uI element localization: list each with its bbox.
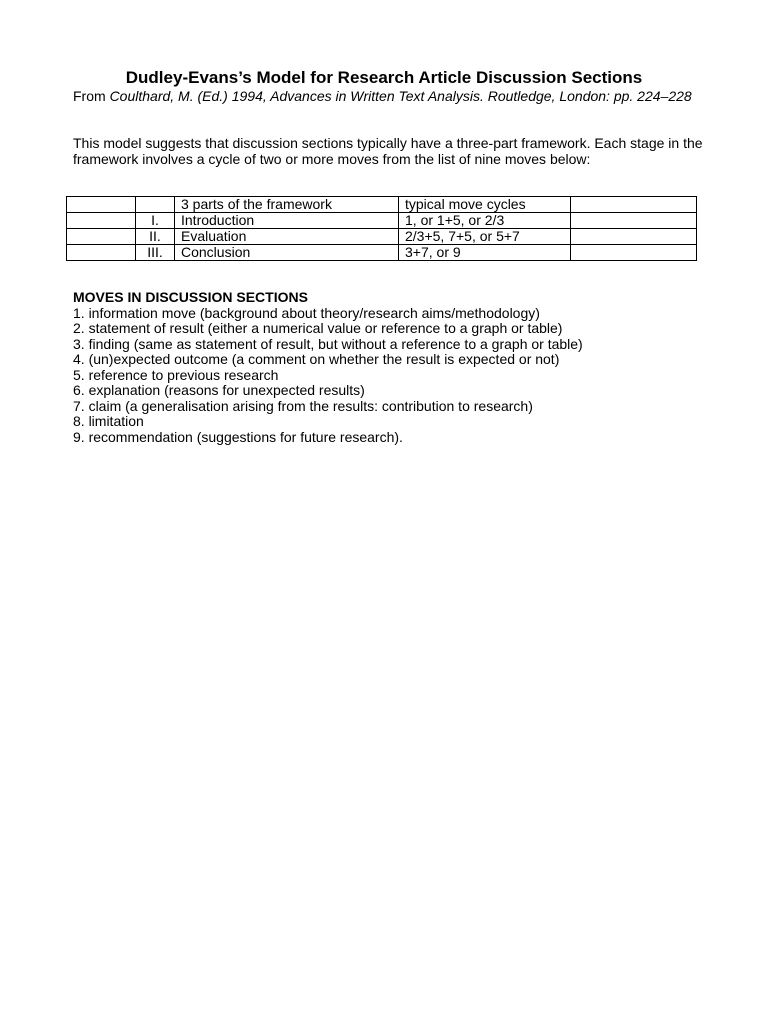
source-prefix: From <box>73 88 110 104</box>
table-cell <box>571 213 697 229</box>
table-cell <box>67 229 136 245</box>
source-reference <box>73 88 693 104</box>
list-item: 9. recommendation (suggestions for future research). <box>73 428 403 445</box>
intro-paragraph: This model suggests that discussion sections typically have a three-part framework. Each stage in the framework involves a cycle of two or more moves from the list of nine moves below: <box>73 135 703 167</box>
table-cell <box>67 197 136 213</box>
table-cell-cycle: 1, or 1+5, or 2/3 <box>399 213 571 229</box>
list-item: 1. information move (background about theory/research aims/methodology) <box>73 304 540 321</box>
table-cell <box>67 245 136 261</box>
table-cell-cycle: 3+7, or 9 <box>399 245 571 261</box>
moves-heading: MOVES IN DISCUSSION SECTIONS <box>73 289 308 305</box>
table-cell-cycle: 2/3+5, 7+5, or 5+7 <box>399 229 571 245</box>
list-item: 6. explanation (reasons for unexpected results) <box>73 382 365 398</box>
table-header-move-cycles: typical move cycles <box>399 197 571 213</box>
source-citation: Coulthard, M. (Ed.) 1994, Advances in Written Text Analysis. Routledge, London: pp. 224–228 <box>109 88 692 104</box>
list-item: 3. finding (same as statement of result, but without a reference to a graph or table) <box>73 335 583 352</box>
table-cell-part: Evaluation <box>175 229 399 245</box>
table-cell <box>571 229 697 245</box>
table-row <box>67 245 697 261</box>
table-cell-part: Conclusion <box>175 245 399 261</box>
list-item: 4. (un)expected outcome (a comment on whether the result is expected or not) <box>73 351 560 367</box>
table-cell-numeral: I. <box>136 213 175 229</box>
framework-table <box>66 196 697 261</box>
list-item: 5. reference to previous research <box>73 366 279 383</box>
table-row <box>67 229 697 245</box>
table-cell <box>136 197 175 213</box>
table-cell <box>67 213 136 229</box>
table-cell-part: Introduction <box>175 213 399 229</box>
table-row <box>67 213 697 229</box>
list-item: 7. claim (a generalisation arising from the results: contribution to research) <box>73 397 533 414</box>
table-cell-numeral: III. <box>136 245 175 261</box>
list-item: 2. statement of result (either a numerical value or reference to a graph or table) <box>73 320 563 336</box>
table-header-row <box>67 197 697 213</box>
moves-list <box>73 306 713 446</box>
list-item: 8. limitation <box>73 413 144 429</box>
table-cell-numeral: II. <box>136 229 175 245</box>
table-header-framework: 3 parts of the framework <box>175 197 399 213</box>
table-cell <box>571 245 697 261</box>
table-cell <box>571 197 697 213</box>
moves-section <box>73 290 713 445</box>
document-title: Dudley-Evans’s Model for Research Article Discussion Sections <box>125 68 643 87</box>
